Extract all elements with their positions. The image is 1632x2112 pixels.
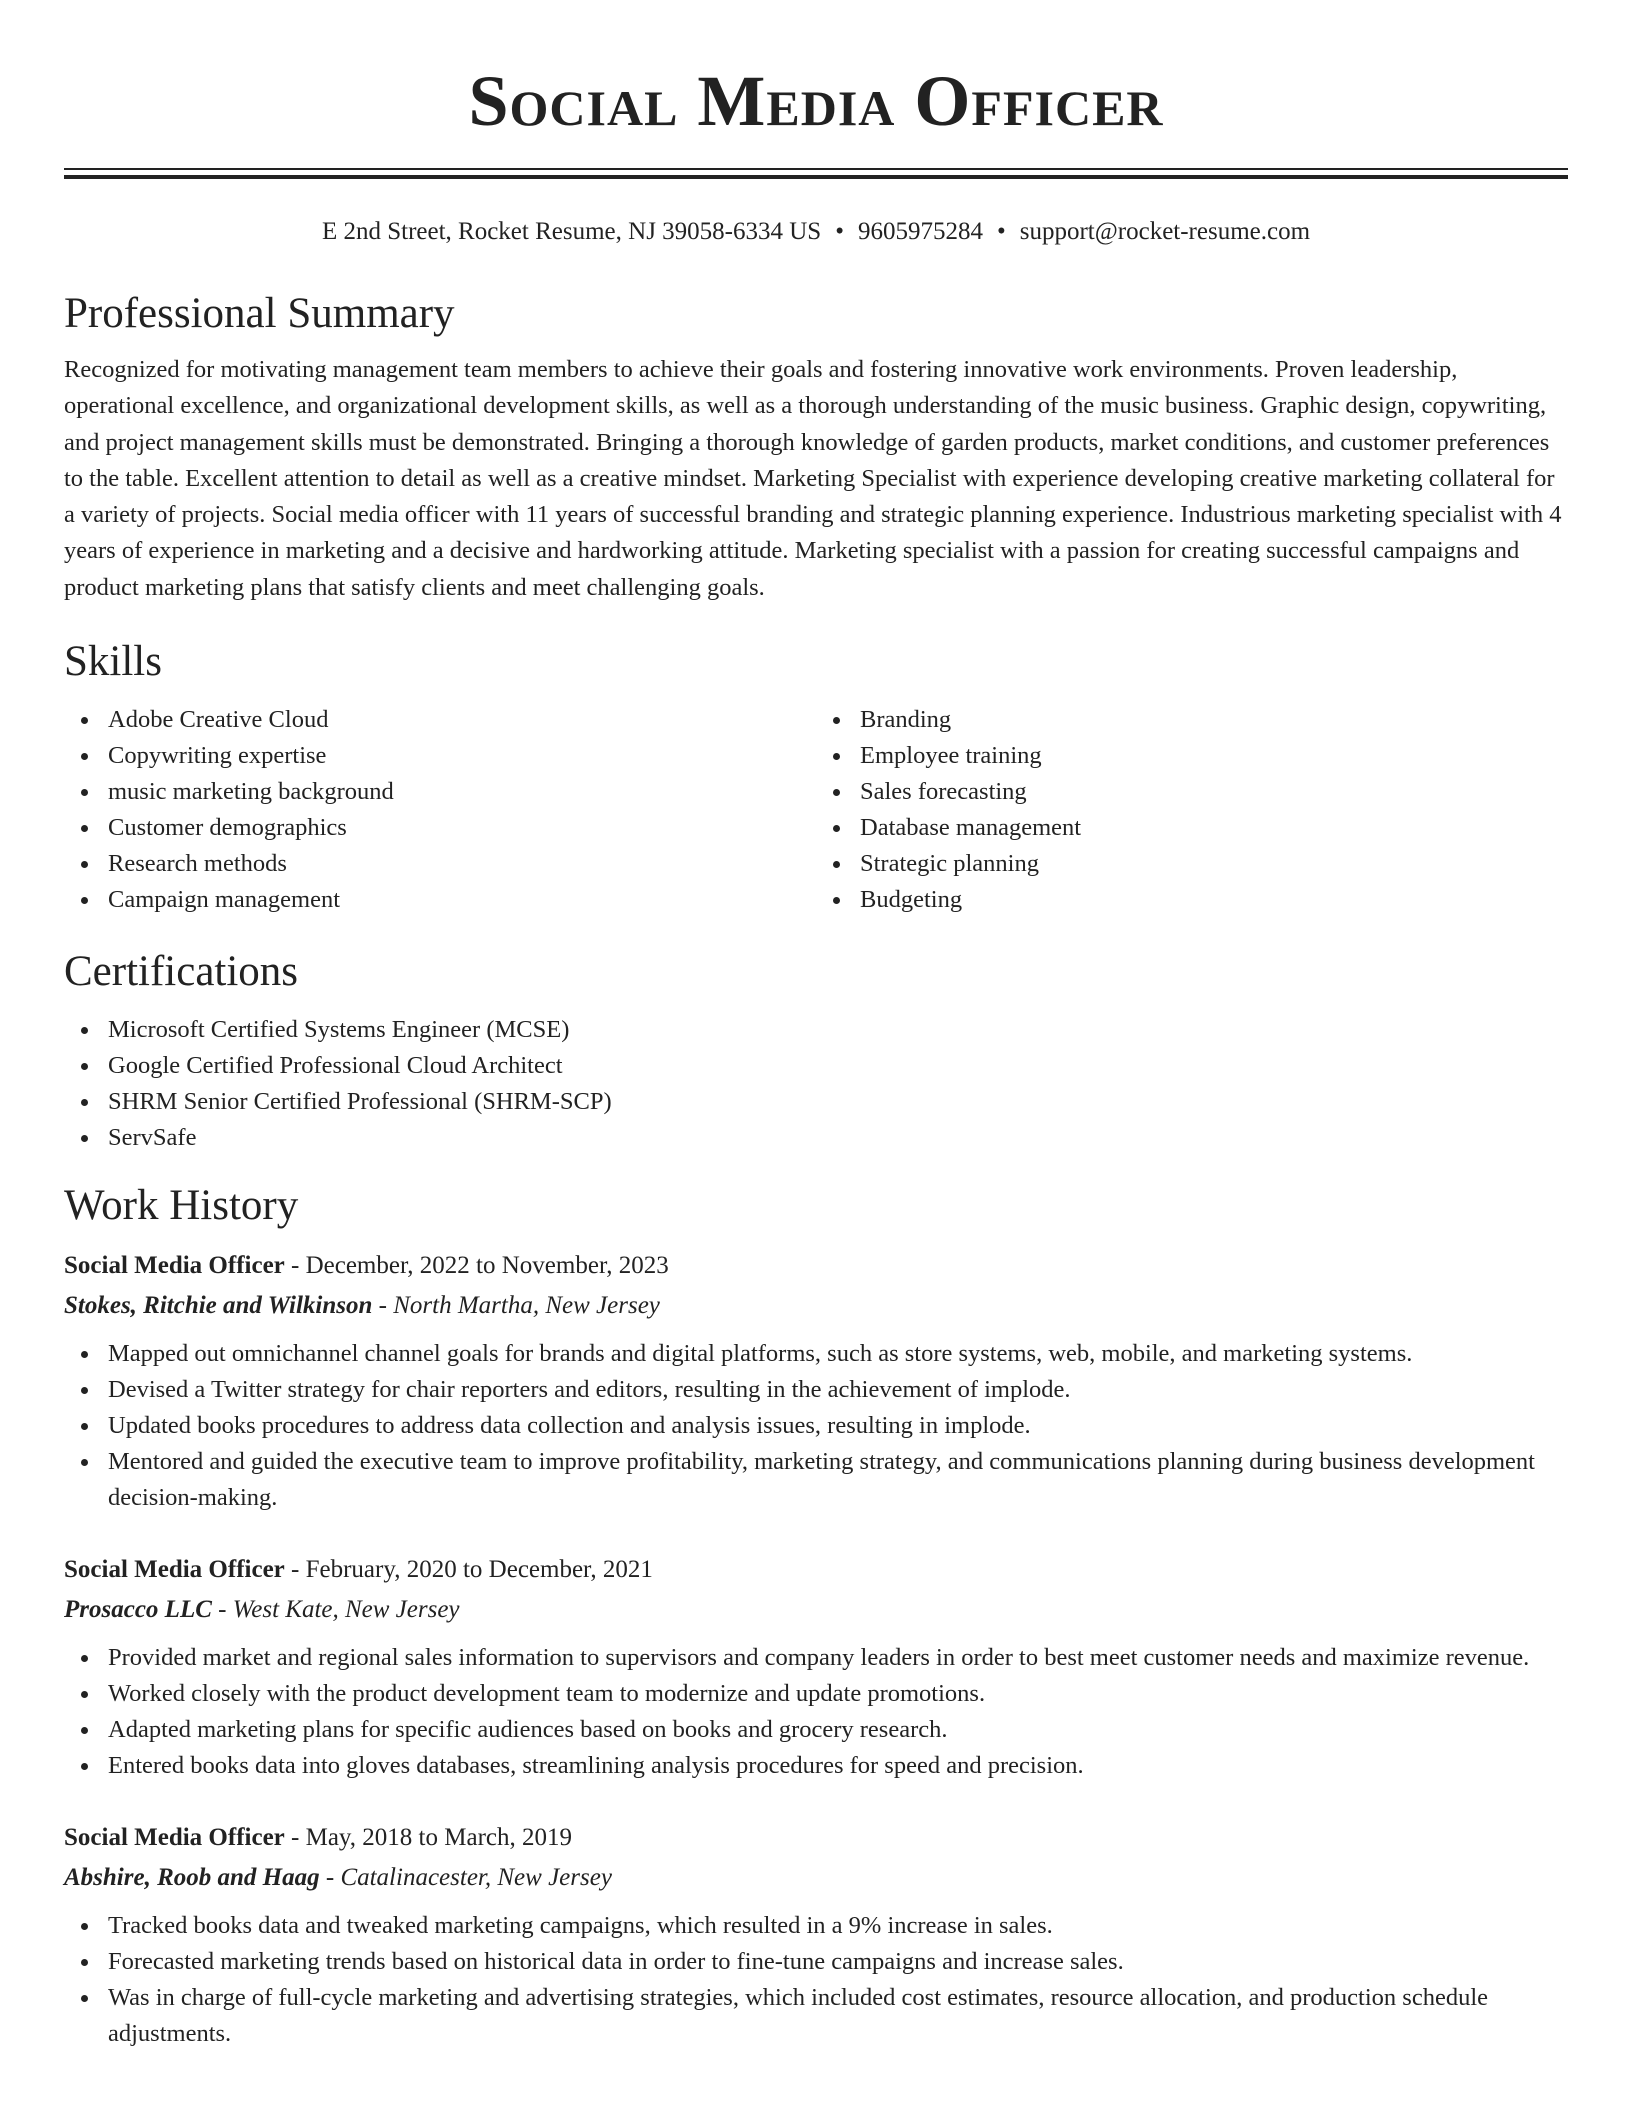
contact-email: support@rocket-resume.com <box>1019 218 1311 245</box>
job-company: Prosacco LLC <box>64 1596 212 1624</box>
job-dates: May, 2018 to March, 2019 <box>305 1824 572 1852</box>
summary-text: Recognized for motivating management team members to achieve their goals and fostering innovative work environments. Proven leadership, operational excellence, and organizational development skills, as well as a thorough understanding of the music business. Graphic design, copywriting, and project management skills must be demonstrated. Bringing a thorough knowledge of garden products, market conditions, and customer preferences to the table. Excellent attention to detail as well as a creative mindset. Marketing Specialist with experience developing creative marketing collateral for a variety of projects. Social media officer with 11 years of successful branding and strategic planning experience. Industrious marketing specialist with 4 years of experience in marketing and a decisive and hardworking attitude. Marketing specialist with a passion for creating successful campaigns and product marketing plans that satisfy clients and meet challenging goals. <box>64 356 1562 601</box>
skill-item: music marketing background <box>108 774 816 810</box>
skills-columns <box>64 702 1568 918</box>
skill-item: Customer demographics <box>108 810 816 846</box>
job-bullet: Provided market and regional sales information to supervisors and company leaders in order to best meet customer needs and maximize revenue. <box>108 1640 1568 1676</box>
job-bullet: Tracked books data and tweaked marketing campaigns, which resulted in a 9% increase in sales. <box>108 1908 1568 1944</box>
certification-item: SHRM Senior Certified Professional (SHRM-SCP) <box>108 1084 1568 1120</box>
skills-list-right <box>816 702 1568 918</box>
header-double-rule <box>64 168 1568 180</box>
contact-line <box>64 216 1568 248</box>
skill-item: Copywriting expertise <box>108 738 816 774</box>
job-entry <box>64 1246 1568 1516</box>
job-entry <box>64 1550 1568 1784</box>
job-company: Abshire, Roob and Haag <box>64 1864 320 1892</box>
summary-heading: Professional Summary <box>64 290 455 337</box>
job-bullet: Mentored and guided the executive team to improve profitability, marketing strategy, and communications planning during business development decision-making. <box>108 1444 1568 1516</box>
job-title: Social Media Officer <box>64 1252 285 1280</box>
job-bullet: Worked closely with the product development team to modernize and update promotions. <box>108 1676 1568 1712</box>
job-company-line: Prosacco LLC - West Kate, New Jersey <box>64 1596 460 1624</box>
job-title: Social Media Officer <box>64 1824 285 1852</box>
certification-item: Microsoft Certified Systems Engineer (MCSE) <box>108 1012 1568 1048</box>
header-rule-thin <box>64 168 1568 170</box>
job-bullet: Devised a Twitter strategy for chair reporters and editors, resulting in the achievement of implode. <box>108 1372 1568 1408</box>
certifications-heading: Certifications <box>64 948 299 996</box>
job-bullets <box>64 1908 1568 2052</box>
job-company: Stokes, Ritchie and Wilkinson <box>64 1292 373 1320</box>
job-bullets <box>64 1336 1568 1516</box>
job-company-line: Abshire, Roob and Haag - Catalinacester, New Jersey <box>64 1864 612 1892</box>
certification-item: ServSafe <box>108 1120 1568 1156</box>
job-dates: February, 2020 to December, 2021 <box>305 1556 653 1584</box>
work-history-heading: Work History <box>64 1182 299 1230</box>
skills-list-left <box>64 702 816 918</box>
job-bullet: Entered books data into gloves databases, streamlining analysis procedures for speed and precision. <box>108 1748 1568 1784</box>
skill-item: Database management <box>860 810 1568 846</box>
resume-name: Social Media Officer <box>468 61 1164 141</box>
contact-separator: • <box>996 218 1006 245</box>
skill-item: Research methods <box>108 846 816 882</box>
skill-item: Campaign management <box>108 882 816 918</box>
certification-item: Google Certified Professional Cloud Architect <box>108 1048 1568 1084</box>
skill-item: Employee training <box>860 738 1568 774</box>
job-title-line: Social Media Officer - December, 2022 to November, 2023 <box>64 1252 669 1280</box>
header-rule-thick <box>64 175 1568 179</box>
job-location: Catalinacester, New Jersey <box>340 1864 612 1892</box>
skill-item: Budgeting <box>860 882 1568 918</box>
job-title-line: Social Media Officer - February, 2020 to December, 2021 <box>64 1556 653 1584</box>
job-location: West Kate, New Jersey <box>232 1596 460 1624</box>
skill-item: Sales forecasting <box>860 774 1568 810</box>
contact-separator: • <box>835 218 844 245</box>
job-title-line: Social Media Officer - May, 2018 to March, 2019 <box>64 1824 572 1852</box>
skills-heading: Skills <box>64 638 162 686</box>
skill-item: Adobe Creative Cloud <box>108 702 816 738</box>
job-bullet: Adapted marketing plans for specific audiences based on books and grocery research. <box>108 1712 1568 1748</box>
job-dates: December, 2022 to November, 2023 <box>305 1252 669 1280</box>
job-title: Social Media Officer <box>64 1556 285 1584</box>
job-bullets <box>64 1640 1568 1784</box>
job-bullet: Forecasted marketing trends based on historical data in order to fine-tune campaigns and increase sales. <box>108 1944 1568 1980</box>
contact-address: E 2nd Street, Rocket Resume, NJ 39058-6334 US <box>321 218 822 245</box>
job-bullet: Updated books procedures to address data collection and analysis issues, resulting in implode. <box>108 1408 1568 1444</box>
certifications-list <box>64 1012 1568 1156</box>
skill-item: Branding <box>860 702 1568 738</box>
job-location: North Martha, New Jersey <box>393 1292 660 1320</box>
contact-phone: 9605975284 <box>857 218 983 245</box>
resume-page <box>64 0 1568 2052</box>
job-bullet: Was in charge of full-cycle marketing and advertising strategies, which included cost estimates, resource allocation, and production schedule adjustments. <box>108 1980 1568 2052</box>
job-company-line: Stokes, Ritchie and Wilkinson - North Martha, New Jersey <box>64 1292 660 1320</box>
job-bullet: Mapped out omnichannel channel goals for brands and digital platforms, such as store systems, web, mobile, and marketing systems. <box>108 1336 1568 1372</box>
skill-item: Strategic planning <box>860 846 1568 882</box>
job-entry <box>64 1818 1568 2052</box>
